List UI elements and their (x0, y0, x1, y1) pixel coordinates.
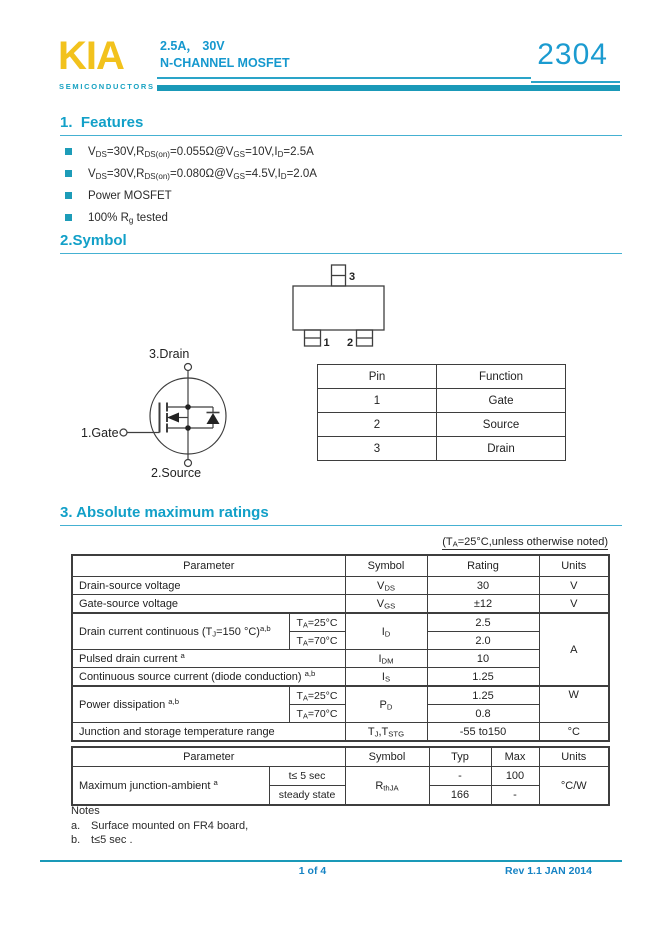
ratings-condition-note: ($T_A=25^\circ C,unless$ otherwise noted) (442, 536, 608, 549)
rating-cell: 1.25 (427, 686, 539, 705)
rating-cell: 1.25 (427, 668, 539, 687)
kia-logo: KIA (58, 34, 124, 78)
symbol-cell: $I_{DM}$ (345, 650, 427, 668)
pin-function: Drain (437, 437, 566, 461)
square-bullet-icon (65, 214, 72, 221)
units-cell: W (539, 686, 609, 723)
page-number: 1 of 4 (298, 865, 327, 877)
pin-number: 3 (318, 437, 437, 461)
sot23-package-drawing (288, 258, 398, 354)
parameter-cell: Power dissipation $^{a,b}$ (72, 686, 289, 723)
drain-label: 3.Drain (149, 347, 190, 361)
table-row-id-25 (72, 613, 609, 632)
symbol-cell: $P_D$ (345, 686, 427, 723)
units-header: Units (539, 555, 609, 577)
square-bullet-icon (65, 170, 72, 177)
note-b-label: b. (71, 834, 81, 846)
device-rating-line: 2.5A， 30V (160, 39, 225, 53)
header-rule-thin-right (531, 81, 620, 83)
device-type-line: N-CHANNEL MOSFET (160, 56, 290, 70)
typ-cell: 166 (429, 786, 491, 806)
table-row-rthja-transient (72, 767, 609, 786)
function-column-header: Function (437, 365, 566, 389)
units-cell: °C/W (539, 767, 609, 806)
note-a-text: Surface mounted on FR4 board, (91, 819, 249, 832)
condition-cell: $T_A=25^\circ C$ (289, 613, 345, 632)
device-subtitle (160, 38, 290, 72)
pin-function: Gate (437, 389, 566, 413)
drain-terminal (185, 364, 192, 371)
section-title-features: 1. Features (60, 114, 622, 136)
table-row (318, 389, 566, 413)
typ-header: Typ (429, 747, 491, 767)
abs-max-ratings-table (71, 554, 610, 742)
parameter-header: Parameter (72, 747, 345, 767)
header-rule-thin-left (157, 77, 531, 79)
symbol-header: Symbol (345, 555, 427, 577)
thermal-resistance-table (71, 746, 610, 806)
channel-arrow-icon (167, 413, 179, 423)
table-row-vds (72, 577, 609, 595)
parameter-cell: Gate-source voltage (72, 595, 345, 614)
units-cell: A (539, 613, 609, 686)
table-row (318, 437, 566, 461)
parameter-cell: Continuous source current (diode conduction) $^{a,b}$ (72, 668, 345, 687)
rating-cell: -55 to150 (427, 723, 539, 742)
units-cell: V (539, 577, 609, 595)
notes-block (71, 804, 248, 848)
symbol-cell: $V_{GS}$ (345, 595, 427, 614)
package-pin1-label: 1 (323, 337, 330, 349)
symbol-cell: $T_J,T_{STG}$ (345, 723, 427, 742)
feature-text: $V_{DS}=30V,R_{DS(on)}=0.080\Omega@V_{GS}=4.5V,I_D=2.0A$ (88, 168, 317, 181)
parameter-header: Parameter (72, 555, 345, 577)
units-header: Units (539, 747, 609, 767)
table-row-idm (72, 650, 609, 668)
square-bullet-icon (65, 148, 72, 155)
note-b-text: t≤5 sec . (91, 834, 133, 846)
pin-function-table (317, 364, 566, 461)
package-body (293, 286, 384, 330)
pin-number: 1 (318, 389, 437, 413)
max-header: Max (491, 747, 539, 767)
part-number: 2304 (537, 38, 608, 71)
max-cell: 100 (491, 767, 539, 786)
square-bullet-icon (65, 192, 72, 199)
rating-cell: 2.5 (427, 613, 539, 632)
condition-cell: $T_A=70^\circ C$ (289, 632, 345, 650)
parameter-cell: Pulsed drain current $^a$ (72, 650, 345, 668)
table-header-row (72, 555, 609, 577)
package-pin3-label: 3 (349, 271, 356, 283)
gate-terminal (120, 429, 127, 436)
mosfet-symbol-drawing (75, 342, 305, 484)
rating-cell: 2.0 (427, 632, 539, 650)
logo-tagline: SEMICONDUCTORS (59, 82, 155, 91)
source-label: 2.Source (151, 466, 202, 480)
body-diode-icon (207, 413, 220, 424)
notes-title: Notes (71, 805, 100, 817)
section-title-ratings: 3. Absolute maximum ratings (60, 504, 622, 526)
rating-cell: 10 (427, 650, 539, 668)
rating-header: Rating (427, 555, 539, 577)
table-row-is (72, 668, 609, 687)
feature-text: 100% $R_g$ tested (88, 212, 168, 225)
parameter-cell: Maximum junction-ambient $^a$ (72, 767, 269, 806)
symbol-cell: $I_S$ (345, 668, 427, 687)
package-pin2-label: 2 (347, 337, 354, 349)
max-cell: - (491, 786, 539, 806)
table-row-tj (72, 723, 609, 742)
parameter-cell: Drain current continuous ($T_J=150$ °C)$^{a,b}$ (72, 613, 289, 650)
gate-label: 1.Gate (81, 426, 119, 440)
condition-cell: steady state (269, 786, 345, 806)
feature-item (63, 146, 583, 159)
parameter-cell: Drain-source voltage (72, 577, 345, 595)
table-header-row (318, 365, 566, 389)
units-cell: V (539, 595, 609, 614)
typ-cell: - (429, 767, 491, 786)
table-row (318, 413, 566, 437)
feature-item (63, 190, 583, 203)
pin-column-header: Pin (318, 365, 437, 389)
condition-cell: $T_A=70^\circ C$ (289, 705, 345, 723)
rating-cell: 30 (427, 577, 539, 595)
header-rule-thick (157, 85, 620, 91)
condition-cell: t≤ 5 sec (269, 767, 345, 786)
footer-rule (40, 860, 622, 862)
note-a (71, 819, 248, 834)
table-header-row (72, 747, 609, 767)
rating-cell: ±12 (427, 595, 539, 614)
rating-cell: 0.8 (427, 705, 539, 723)
revision-label: Rev 1.1 JAN 2014 (505, 865, 592, 877)
condition-cell: $T_A=25^\circ C$ (289, 686, 345, 705)
symbol-header: Symbol (345, 747, 429, 767)
feature-item (63, 212, 583, 225)
note-a-label: a. (71, 819, 81, 832)
feature-text: Power MOSFET (88, 190, 172, 202)
symbol-cell: $R_{thJA}$ (345, 767, 429, 806)
feature-item (63, 168, 583, 181)
table-row-vgs (72, 595, 609, 614)
symbol-cell: $V_{DS}$ (345, 577, 427, 595)
table-row-pd-25 (72, 686, 609, 705)
feature-text: $V_{DS}=30V,R_{DS(on)}=0.055\Omega@V_{GS}=10V,I_D=2.5A$ (88, 146, 314, 159)
section-title-symbol: 2.Symbol (60, 232, 622, 254)
note-b (71, 833, 248, 848)
features-list (63, 146, 583, 234)
units-cell: °C (539, 723, 609, 742)
pin-number: 2 (318, 413, 437, 437)
symbol-cell: $I_D$ (345, 613, 427, 650)
parameter-cell: Junction and storage temperature range (72, 723, 345, 742)
pin-function: Source (437, 413, 566, 437)
